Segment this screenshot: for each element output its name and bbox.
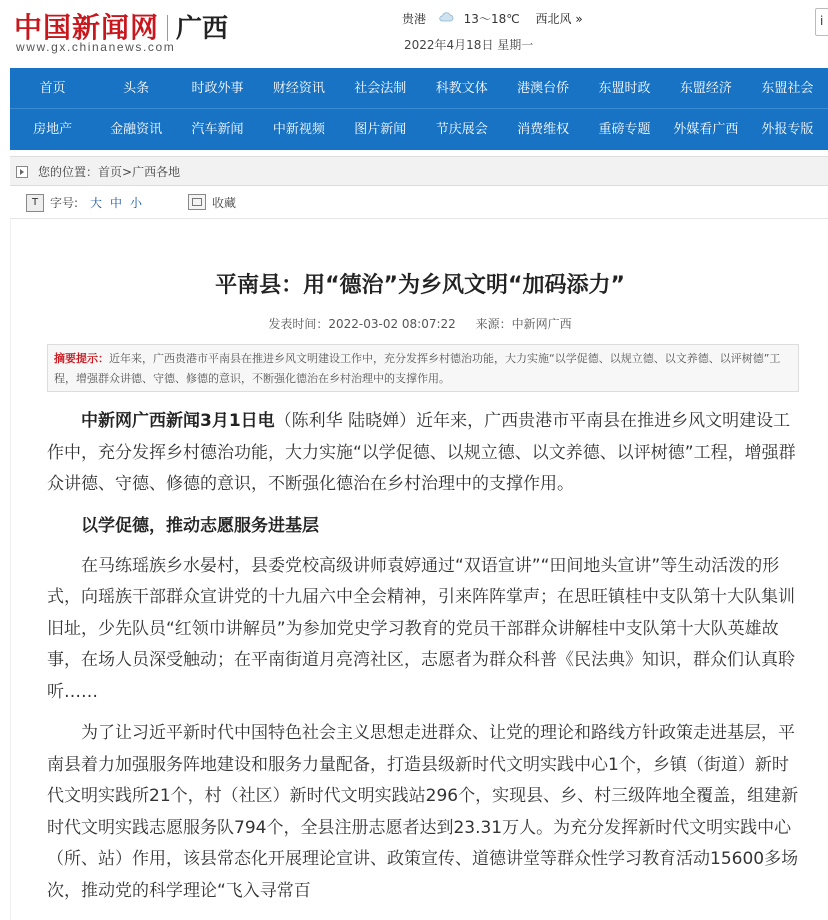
nav-item[interactable]: 东盟时政 [598, 81, 651, 96]
article-tools [10, 186, 828, 219]
nav-item[interactable]: 财经资讯 [272, 81, 325, 96]
breadcrumb-section-link[interactable]: 广西各地 [132, 165, 181, 179]
breadcrumb-text [38, 163, 180, 180]
dateline: 中新网广西新闻3月1日电 [81, 411, 275, 431]
breadcrumb-arrow-icon [16, 166, 28, 178]
breadcrumb-home-link[interactable]: 首页 [98, 165, 123, 179]
weather-widget [402, 10, 583, 27]
lead-paragraph [47, 406, 799, 501]
article [10, 220, 828, 920]
nav-item[interactable]: 重磅专题 [598, 122, 651, 137]
nav-item[interactable]: 时政外事 [191, 81, 244, 96]
nav-item[interactable]: 社会法制 [354, 81, 407, 96]
cloudy-weather-icon [438, 10, 454, 26]
nav-row-1 [10, 68, 828, 109]
article-meta [11, 315, 828, 332]
article-summary [47, 344, 799, 392]
weather-wind: 西北风 [535, 12, 572, 26]
font-size-label: 字号: [50, 196, 79, 210]
nav-item[interactable]: 首页 [39, 81, 66, 96]
nav-item[interactable]: 科教文体 [435, 81, 488, 96]
article-source: 来源：中新网广西 [475, 317, 572, 331]
article-body [47, 406, 799, 917]
lead-text: （陈利华 陆晓婵）近年来，广西贵港市平南县在推进乡风文明建设工作中，充分发挥乡村德治功能，大力实施“以学促德、以规立德、以文养德、以评树德”工程，增强群众讲德、守德、修德的意识，不断强化德治在乡村治理中的支撑作用。 [47, 411, 796, 494]
nav-item[interactable]: 汽车新闻 [191, 122, 244, 137]
favorite-button[interactable]: 收藏 [212, 196, 237, 210]
nav-item[interactable]: 中新视频 [272, 122, 325, 137]
font-size-large-button[interactable]: 大 [90, 196, 103, 210]
article-title: 平南县：用“德治”为乡风文明“加码添力” [215, 273, 625, 298]
nav-item[interactable]: 节庆展会 [435, 122, 488, 137]
nav-item[interactable]: 房地产 [33, 122, 73, 137]
nav-item[interactable]: 图片新闻 [354, 122, 407, 137]
current-date: 2022年4月18日 星期一 [404, 38, 534, 52]
breadcrumb-separator: > [122, 165, 133, 179]
weather-city: 贵港 [402, 12, 427, 26]
breadcrumb-prefix: 您的位置： [38, 165, 99, 179]
summary-label: 摘要提示： [54, 352, 109, 365]
site-header [0, 0, 828, 68]
nav-item[interactable]: 东盟经济 [679, 81, 732, 96]
summary-text: 近年来，广西贵港市平南县在推进乡风文明建设工作中，充分发挥乡村德治功能，大力实施“以学促德、以规立德、以文养德、以评树德”工程，增强群众讲德、守德、修德的意识，不断强化德治在乡村治理中的支撑作用。 [54, 352, 781, 385]
publish-time: 发表时间：2022-03-02 08:07:22 [268, 317, 456, 331]
font-size-small-button[interactable]: 小 [130, 196, 143, 210]
more-arrow-icon[interactable]: » [575, 12, 583, 26]
font-size-medium-button[interactable]: 中 [110, 196, 123, 210]
weather-temperature: 13～18℃ [463, 12, 520, 26]
search-hint: i [820, 14, 824, 28]
paragraph: 在马练瑶族乡水晏村，县委党校高级讲师袁婷通过“双语宣讲”“田间地头宣讲”等生动活泼的形式，向瑶族干部群众宣讲党的十九届六中全会精神，引来阵阵掌声；在思旺镇桂中支队第十大队集训旧址，少先队员“红领巾讲解员”为参加党史学习教育的党员干部群众讲解桂中支队第十大队英雄故事，在场人员深受触动；在平南街道月亮湾社区，志愿者为群众科普《民法典》知识，群众们认真聆听…… [47, 555, 795, 702]
search-input[interactable] [815, 8, 828, 36]
paragraph: 为了让习近平新时代中国特色社会主义思想走进群众、让党的理论和路线方针政策走进基层，平南县着力加强服务阵地建设和服务力量配备，打造县级新时代文明实践中心1个，乡镇（街道）新时代文明实践所21个，村（社区）新时代文明实践站296个，实现县、乡、村三级阵地全覆盖，组建新时代文明实践志愿服务队794个，全县注册志愿者达到23.31万人。为充分发挥新时代文明实践中心（所、站）作用，该县常态化开展理论宣讲、政策宣传、道德讲堂等群众性学习教育活动15600多场次，推动党的科学理论“飞入寻常百 [47, 723, 799, 901]
breadcrumb [10, 156, 828, 186]
logo-divider [167, 15, 168, 41]
nav-row-2 [10, 109, 828, 150]
nav-item[interactable]: 消费维权 [517, 122, 570, 137]
logo-text: 中国新闻网 [14, 11, 160, 44]
logo-region: 广西 [176, 14, 229, 44]
nav-item[interactable]: 外报专版 [761, 122, 814, 137]
site-url: www.gx.chinanews.com [16, 40, 176, 54]
nav-item[interactable]: 港澳台侨 [517, 81, 570, 96]
nav-item[interactable]: 东盟社会 [761, 81, 814, 96]
main-nav [10, 68, 828, 150]
favorite-icon[interactable] [188, 194, 206, 210]
nav-item[interactable]: 头条 [123, 81, 150, 96]
nav-item[interactable]: 外媒看广西 [673, 122, 739, 137]
nav-item[interactable]: 金融资讯 [110, 122, 163, 137]
font-size-icon: T [26, 194, 44, 212]
section-heading: 以学促德，推动志愿服务进基层 [81, 515, 319, 536]
